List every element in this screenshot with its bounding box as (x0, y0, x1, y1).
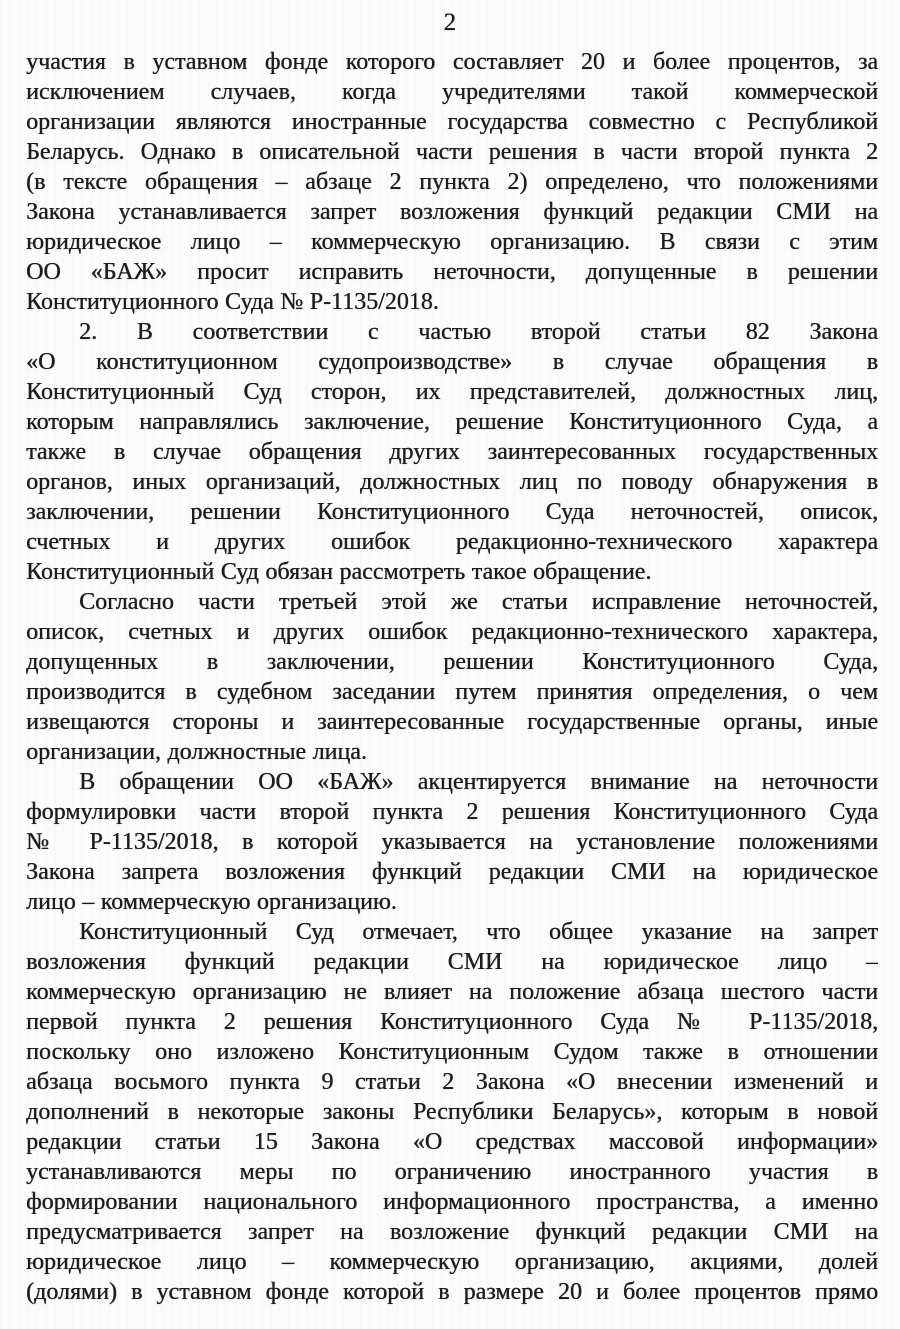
paragraph (26, 47, 878, 317)
paragraph (26, 317, 878, 587)
text-line: органов, иных организаций, должностных лиц по поводу обнаружения в (26, 469, 878, 495)
text-line: Согласно части третьей этой же статьи исправление неточностей, (79, 589, 878, 615)
text-line: извещаются стороны и заинтересованные государственные органы, иные (26, 709, 878, 735)
text-line: поскольку оно изложено Конституционным Судом также в отношении (26, 1039, 878, 1065)
text-line: Беларусь. Однако в описательной части решения в части второй пункта 2 (26, 139, 878, 165)
text-line: (в тексте обращения – абзаце 2 пункта 2) определено, что положениями (26, 169, 878, 195)
text-line: Конституционный Суд обязан рассмотреть такое обращение. (26, 559, 652, 585)
text-line: Закона запрета возложения функций редакции СМИ на юридическое (26, 859, 878, 885)
text-line: юридическое лицо – коммерческую организацию, акциями, долей (26, 1249, 878, 1275)
text-line: В обращении ОО «БАЖ» акцентируется внимание на неточности (79, 769, 878, 795)
text-line: устанавливаются меры по ограничению иностранного участия в (26, 1159, 878, 1185)
paragraph (26, 767, 878, 917)
text-line: ОО «БАЖ» просит исправить неточности, допущенные в решении (26, 259, 878, 285)
text-line: организации являются иностранные государства совместно с Республикой (26, 109, 878, 135)
paragraph (26, 587, 878, 767)
page-number: 2 (443, 9, 457, 36)
text-line: (долями) в уставном фонде которой в размере 20 и более процентов прямо (26, 1279, 878, 1305)
document-body (26, 47, 878, 1307)
text-line: описок, счетных и других ошибок редакционно-технического характера, (26, 619, 878, 645)
text-line: лицо – коммерческую организацию. (26, 889, 397, 915)
text-line: которым направлялись заключение, решение Конституционного Суда, а (26, 409, 878, 435)
text-line: Конституционный Суд отмечает, что общее указание на запрет (79, 919, 878, 945)
text-line: коммерческую организацию не влияет на положение абзаца шестого части (26, 979, 878, 1005)
paragraph (26, 917, 878, 1307)
text-line: счетных и других ошибок редакционно-технического характера (26, 529, 878, 555)
text-line: абзаца восьмого пункта 9 статьи 2 Закона «О внесении изменений и (26, 1069, 878, 1095)
text-line: Конституционного Суда № Р-1135/2018. (26, 289, 439, 315)
text-line: формулировки части второй пункта 2 решения Конституционного Суда (26, 799, 878, 825)
text-line: первой пункта 2 решения Конституционного Суда № Р-1135/2018, (26, 1009, 878, 1035)
text-line: исключением случаев, когда учредителями такой коммерческой (26, 79, 878, 105)
text-line: организации, должностные лица. (26, 739, 367, 765)
text-line: формировании национального информационного пространства, а именно (26, 1189, 878, 1215)
text-line: 2. В соответствии с частью второй статьи 82 Закона (79, 319, 878, 345)
text-line: редакции статьи 15 Закона «О средствах массовой информации» (26, 1129, 878, 1155)
text-line: производится в судебном заседании путем принятия определения, о чем (26, 679, 878, 705)
text-line: заключении, решении Конституционного Суда неточностей, описок, (26, 499, 878, 525)
text-line: предусматривается запрет на возложение функций редакции СМИ на (26, 1219, 878, 1245)
text-line: Конституционный Суд сторон, их представителей, должностных лиц, (26, 379, 878, 405)
text-line: дополнений в некоторые законы Республики Беларусь», которым в новой (26, 1099, 878, 1125)
text-line: Закона устанавливается запрет возложения функций редакции СМИ на (26, 199, 878, 225)
text-line: допущенных в заключении, решении Конституционного Суда, (26, 649, 878, 675)
text-line: возложения функций редакции СМИ на юридическое лицо – (26, 949, 878, 975)
text-line: участия в уставном фонде которого составляет 20 и более процентов, за (26, 49, 878, 75)
text-line: «О конституционном судопроизводстве» в случае обращения в (26, 349, 878, 375)
text-line: также в случае обращения других заинтересованных государственных (26, 439, 878, 465)
text-line: юридическое лицо – коммерческую организацию. В связи с этим (26, 229, 878, 255)
text-line: № Р-1135/2018, в которой указывается на установление положениями (26, 829, 878, 855)
